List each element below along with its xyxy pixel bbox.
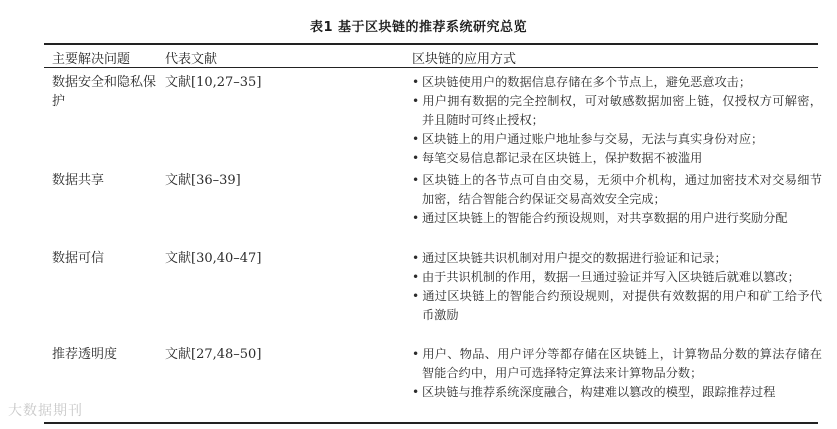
row-apps: [412, 171, 822, 228]
top-rule: [44, 43, 818, 45]
app-bullet: • 区块链与推荐系统深度融合，构建难以篡改的模型，跟踪推荐过程: [412, 383, 822, 402]
row-problem: 数据安全和隐私保护: [52, 75, 157, 109]
row-problem: 数据可信: [52, 251, 105, 266]
header-refs: 代表文献: [165, 52, 218, 67]
row-problem: 数据共享: [52, 173, 105, 188]
app-bullet: • 区块链使用户的数据信息存储在多个节点上，避免恶意攻击；: [412, 73, 822, 92]
row-refs: 文献[30,40–47]: [165, 251, 262, 266]
header-rule: [44, 67, 818, 68]
row-refs: 文献[27,48–50]: [165, 347, 262, 362]
bottom-rule: [44, 422, 818, 424]
app-bullet: • 用户拥有数据的完全控制权，可对敏感数据加密上链，仅授权方可解密，并且随时可终止授权；: [412, 92, 822, 130]
row-apps: [412, 73, 822, 168]
header-problem: 主要解决问题: [52, 52, 131, 67]
watermark-logo: 大数据期刊: [8, 403, 83, 419]
app-bullet: • 用户、物品、用户评分等都存储在区块链上，计算物品分数的算法存储在智能合约中，用户可选择特定算法来计算物品分数；: [412, 345, 822, 383]
app-bullet: • 通过区块链共识机制对用户提交的数据进行验证和记录；: [412, 249, 822, 268]
row-refs: 文献[36–39]: [165, 173, 241, 188]
app-bullet: • 区块链上的各节点可自由交易，无须中介机构，通过加密技术对交易细节加密，结合智能合约保证交易高效安全完成；: [412, 171, 822, 209]
app-bullet: • 通过区块链上的智能合约预设规则，对共享数据的用户进行奖励分配: [412, 209, 822, 228]
header-apps: 区块链的应用方式: [412, 52, 517, 67]
app-bullet: • 通过区块链上的智能合约预设规则，对提供有效数据的用户和矿工给予代币激励: [412, 287, 822, 325]
row-apps: [412, 345, 822, 402]
app-bullet: • 每笔交易信息都记录在区块链上，保护数据不被滥用: [412, 149, 822, 168]
app-bullet: • 区块链上的用户通过账户地址参与交易，无法与真实身份对应；: [412, 130, 822, 149]
row-refs: 文献[10,27–35]: [165, 75, 262, 90]
row-apps: [412, 249, 822, 325]
row-problem: 推荐透明度: [52, 347, 118, 362]
table-caption: 表1 基于区块链的推荐系统研究总览: [309, 20, 528, 35]
app-bullet: • 由于共识机制的作用，数据一旦通过验证并写入区块链后就难以篡改；: [412, 268, 822, 287]
